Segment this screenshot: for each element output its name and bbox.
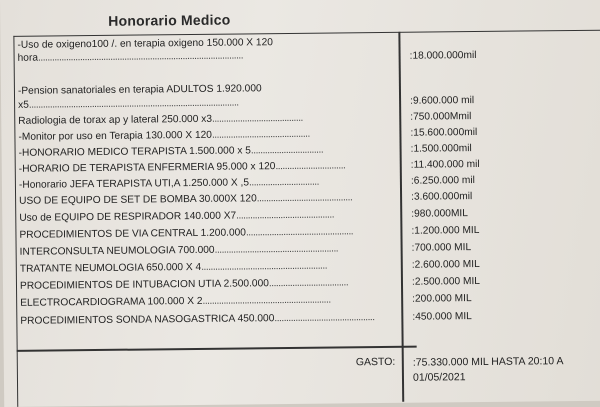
fee-description: PROCEDIMIENTOS SONDA NASOGASTRICA 450.000	[20, 313, 275, 327]
fee-row: -HORARIO DE TERAPISTA ENFERMERIA 95.000 x 120.............................. :11.400.000 mil	[18, 158, 480, 175]
fee-row: -HONORARIO MEDICO TERAPISTA 1.500.000 x 5............................... :1.500.000mil	[18, 143, 472, 159]
fee-value: :980.000MIL	[411, 208, 468, 220]
fee-value: :3.600.000mil	[411, 191, 473, 203]
fee-description: -Uso de oxigeno100 /. en terapia oxigeno 150.000 X 120	[17, 37, 273, 51]
fee-value: :2.500.000 MIL	[411, 275, 481, 288]
fee-row: -Honorario JEFA TERAPISTA UTI,A 1.250.000 X ,5.............................. :6.250.000 mil	[18, 175, 475, 191]
fee-row: ELECTROCARDIOGRAMA 100.000 X 2....................................................... :200.000 MIL	[20, 293, 472, 309]
fee-description: TRATANTE NEUMOLOGIA 650.000 X 4	[19, 261, 202, 275]
fee-value: :200.000 MIL	[412, 293, 472, 305]
fee-description: x5	[18, 99, 29, 111]
fee-description: -Pension sanatoriales en terapia ADULTOS 1.920.000	[17, 83, 262, 97]
fee-value: :1.200.000 MIL	[411, 224, 480, 237]
fee-value: :9.600.000 mil	[410, 95, 475, 107]
fee-description: -HORARIO DE TERAPISTA ENFERMERIA 95.000 x 120	[18, 161, 276, 175]
fee-description: Radiologia de torax ap y lateral 250.000 x3	[18, 113, 213, 127]
fee-value: :18.000.000mil	[409, 50, 477, 62]
total-date: 01/05/2021	[412, 371, 466, 384]
fee-description: -Monitor por uso en Terapia 130.000 X 120	[18, 129, 213, 143]
fee-row: PROCEDIMIENTOS DE VIA CENTRAL 1.200.000.............................................. :1.200.000 MIL	[19, 224, 480, 241]
fee-description: hora	[17, 52, 39, 64]
fee-row-cont: hora........................................................................................ :18.000.000mil	[17, 50, 477, 64]
total-value	[413, 354, 564, 386]
fee-value: :700.000 MIL	[411, 242, 472, 254]
fee-row: Radiologia de torax ap y lateral 250.000 x3....................................... :750.000Mmil	[18, 111, 472, 127]
fee-row: PROCEDIMIENTOS SONDA NASOGASTRICA 450.000........................................... :450.000 MIL	[20, 311, 472, 327]
fee-value: :6.250.000 mil	[410, 175, 475, 187]
fee-row: Uso de EQUIPO DE RESPIRADOR 140.000 X7.......................................... :980.000MIL	[19, 208, 468, 224]
fee-description: USO DE EQUIPO DE SET DE BOMBA 30.000X 120	[19, 193, 257, 207]
fee-value: :11.400.000 mil	[410, 158, 480, 171]
fee-description: INTERCONSULTA NEUMOLOGIA 700.000	[19, 244, 215, 258]
fee-row: INTERCONSULTA NEUMOLOGIA 700.000..................................................... :700.000 MIL	[19, 242, 472, 258]
fee-value: :1.500.000mil	[410, 143, 472, 155]
fee-row: USO DE EQUIPO DE SET DE BOMBA 30.000X 120......................................... :3.600.000mil	[19, 191, 473, 207]
fee-value: :2.600.000 MIL	[411, 258, 480, 271]
fee-description: Uso de EQUIPO DE RESPIRADOR 140.000 X7	[19, 210, 237, 224]
fee-row-cont: x5.......................................................................................... :9.600.000 mil	[18, 95, 475, 111]
fee-value: :750.000Mmil	[410, 111, 472, 123]
fee-description: -HONORARIO MEDICO TERAPISTA 1.500.000 x 5	[18, 145, 251, 159]
fee-description: -Honorario JEFA TERAPISTA UTI,A 1.250.000 X ,5	[18, 177, 250, 191]
fee-description: PROCEDIMIENTOS DE INTUBACION UTIA 2.500.000	[19, 278, 269, 292]
fee-row: -Monitor por uso en Terapia 130.000 X 120.......................................... :15.600.000mil	[18, 127, 478, 143]
fee-description: ELECTROCARDIOGRAMA 100.000 X 2	[20, 295, 203, 309]
document-title: Honorario Medico	[108, 11, 231, 29]
fee-value: :15.600.000mil	[410, 127, 478, 139]
fee-row: PROCEDIMIENTOS DE INTUBACION UTIA 2.500.000.................................. :2.500.000 MIL	[19, 275, 481, 292]
fee-value: :450.000 MIL	[412, 311, 472, 323]
fee-row: TRATANTE NEUMOLOGIA 650.000 X 4...................................................... :2.600.000 MIL	[19, 258, 480, 275]
total-label: GASTO:	[355, 355, 396, 369]
fee-description: PROCEDIMIENTOS DE VIA CENTRAL 1.200.000	[19, 227, 246, 241]
total-amount: :75.330.000 MIL HASTA 20:10 A	[412, 355, 564, 369]
